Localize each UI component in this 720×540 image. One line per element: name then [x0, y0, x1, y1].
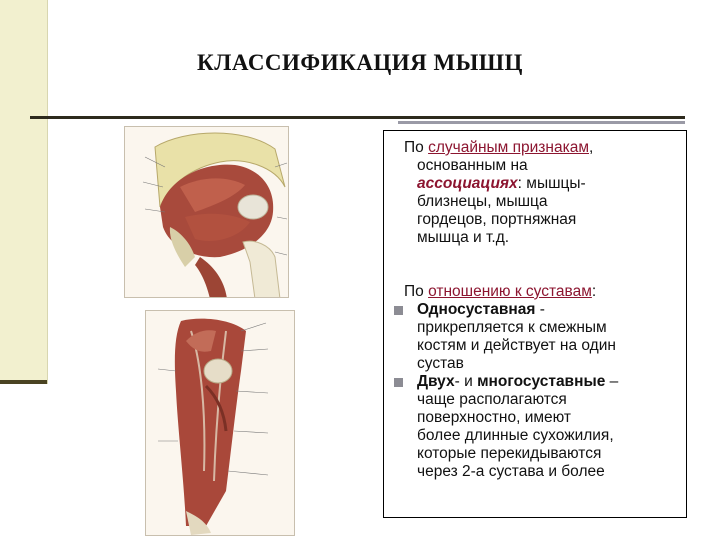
multi-joint-term: многосуставные: [477, 373, 606, 390]
bullet-square-icon: [394, 306, 403, 315]
p2-lead: По: [404, 283, 429, 300]
p1-after-highlight: ,: [589, 139, 594, 156]
side-decor-bar: [0, 0, 48, 384]
incidental-features-link: случайным признакам: [428, 139, 589, 156]
associations-term: ассоциациях: [417, 175, 518, 192]
multi-joint-dash: –: [605, 373, 619, 390]
p1-line5: гордецов, портняжная: [417, 211, 577, 228]
multi-joint-connector: - и: [454, 373, 478, 390]
p1-lead: По: [404, 139, 429, 156]
multi-joint-line: поверхностно, имеют: [417, 409, 572, 426]
p1-line4: близнецы, мышца: [417, 193, 548, 210]
multi-joint-line: через 2-а сустава и более: [417, 463, 605, 480]
multi-joint-line: чаще располагаются: [417, 391, 567, 408]
single-joint-bullet: [384, 301, 686, 373]
by-incidental-features-paragraph: [384, 139, 686, 247]
single-joint-term: Односуставная: [417, 301, 536, 318]
single-joint-line: костям и действует на один: [417, 337, 616, 354]
p1-line2: основанным на: [417, 157, 528, 174]
title-rule: [30, 116, 685, 119]
by-joint-relation-paragraph: [384, 283, 686, 481]
hip-muscles-drawing: [125, 127, 289, 298]
p1-assoc-after: : мышцы-: [517, 175, 586, 192]
title-rule-accent: [398, 121, 685, 124]
joint-relation-link: отношению к суставам: [428, 283, 592, 300]
bullet-square-icon: [394, 378, 403, 387]
p2-after-highlight: :: [591, 283, 597, 300]
two-joint-term: Двух: [417, 373, 455, 390]
side-decor-bar-foot: [0, 380, 47, 384]
single-joint-line: сустав: [417, 355, 464, 372]
thigh-muscles-drawing: [146, 311, 295, 536]
single-joint-line: прикрепляется к смежным: [417, 319, 607, 336]
multi-joint-line: более длинные сухожилия,: [417, 427, 614, 444]
p1-line6: мышца и т.д.: [417, 229, 510, 246]
multi-joint-bullet: [384, 373, 686, 481]
classification-text-box: [383, 130, 687, 518]
thigh-muscles-illustration: [145, 310, 295, 536]
single-joint-dash: -: [535, 301, 545, 318]
multi-joint-line: которые перекидываются: [417, 445, 602, 462]
slide-title: КЛАССИФИКАЦИЯ МЫШЦ: [197, 50, 523, 75]
hip-muscles-illustration: [124, 126, 289, 298]
